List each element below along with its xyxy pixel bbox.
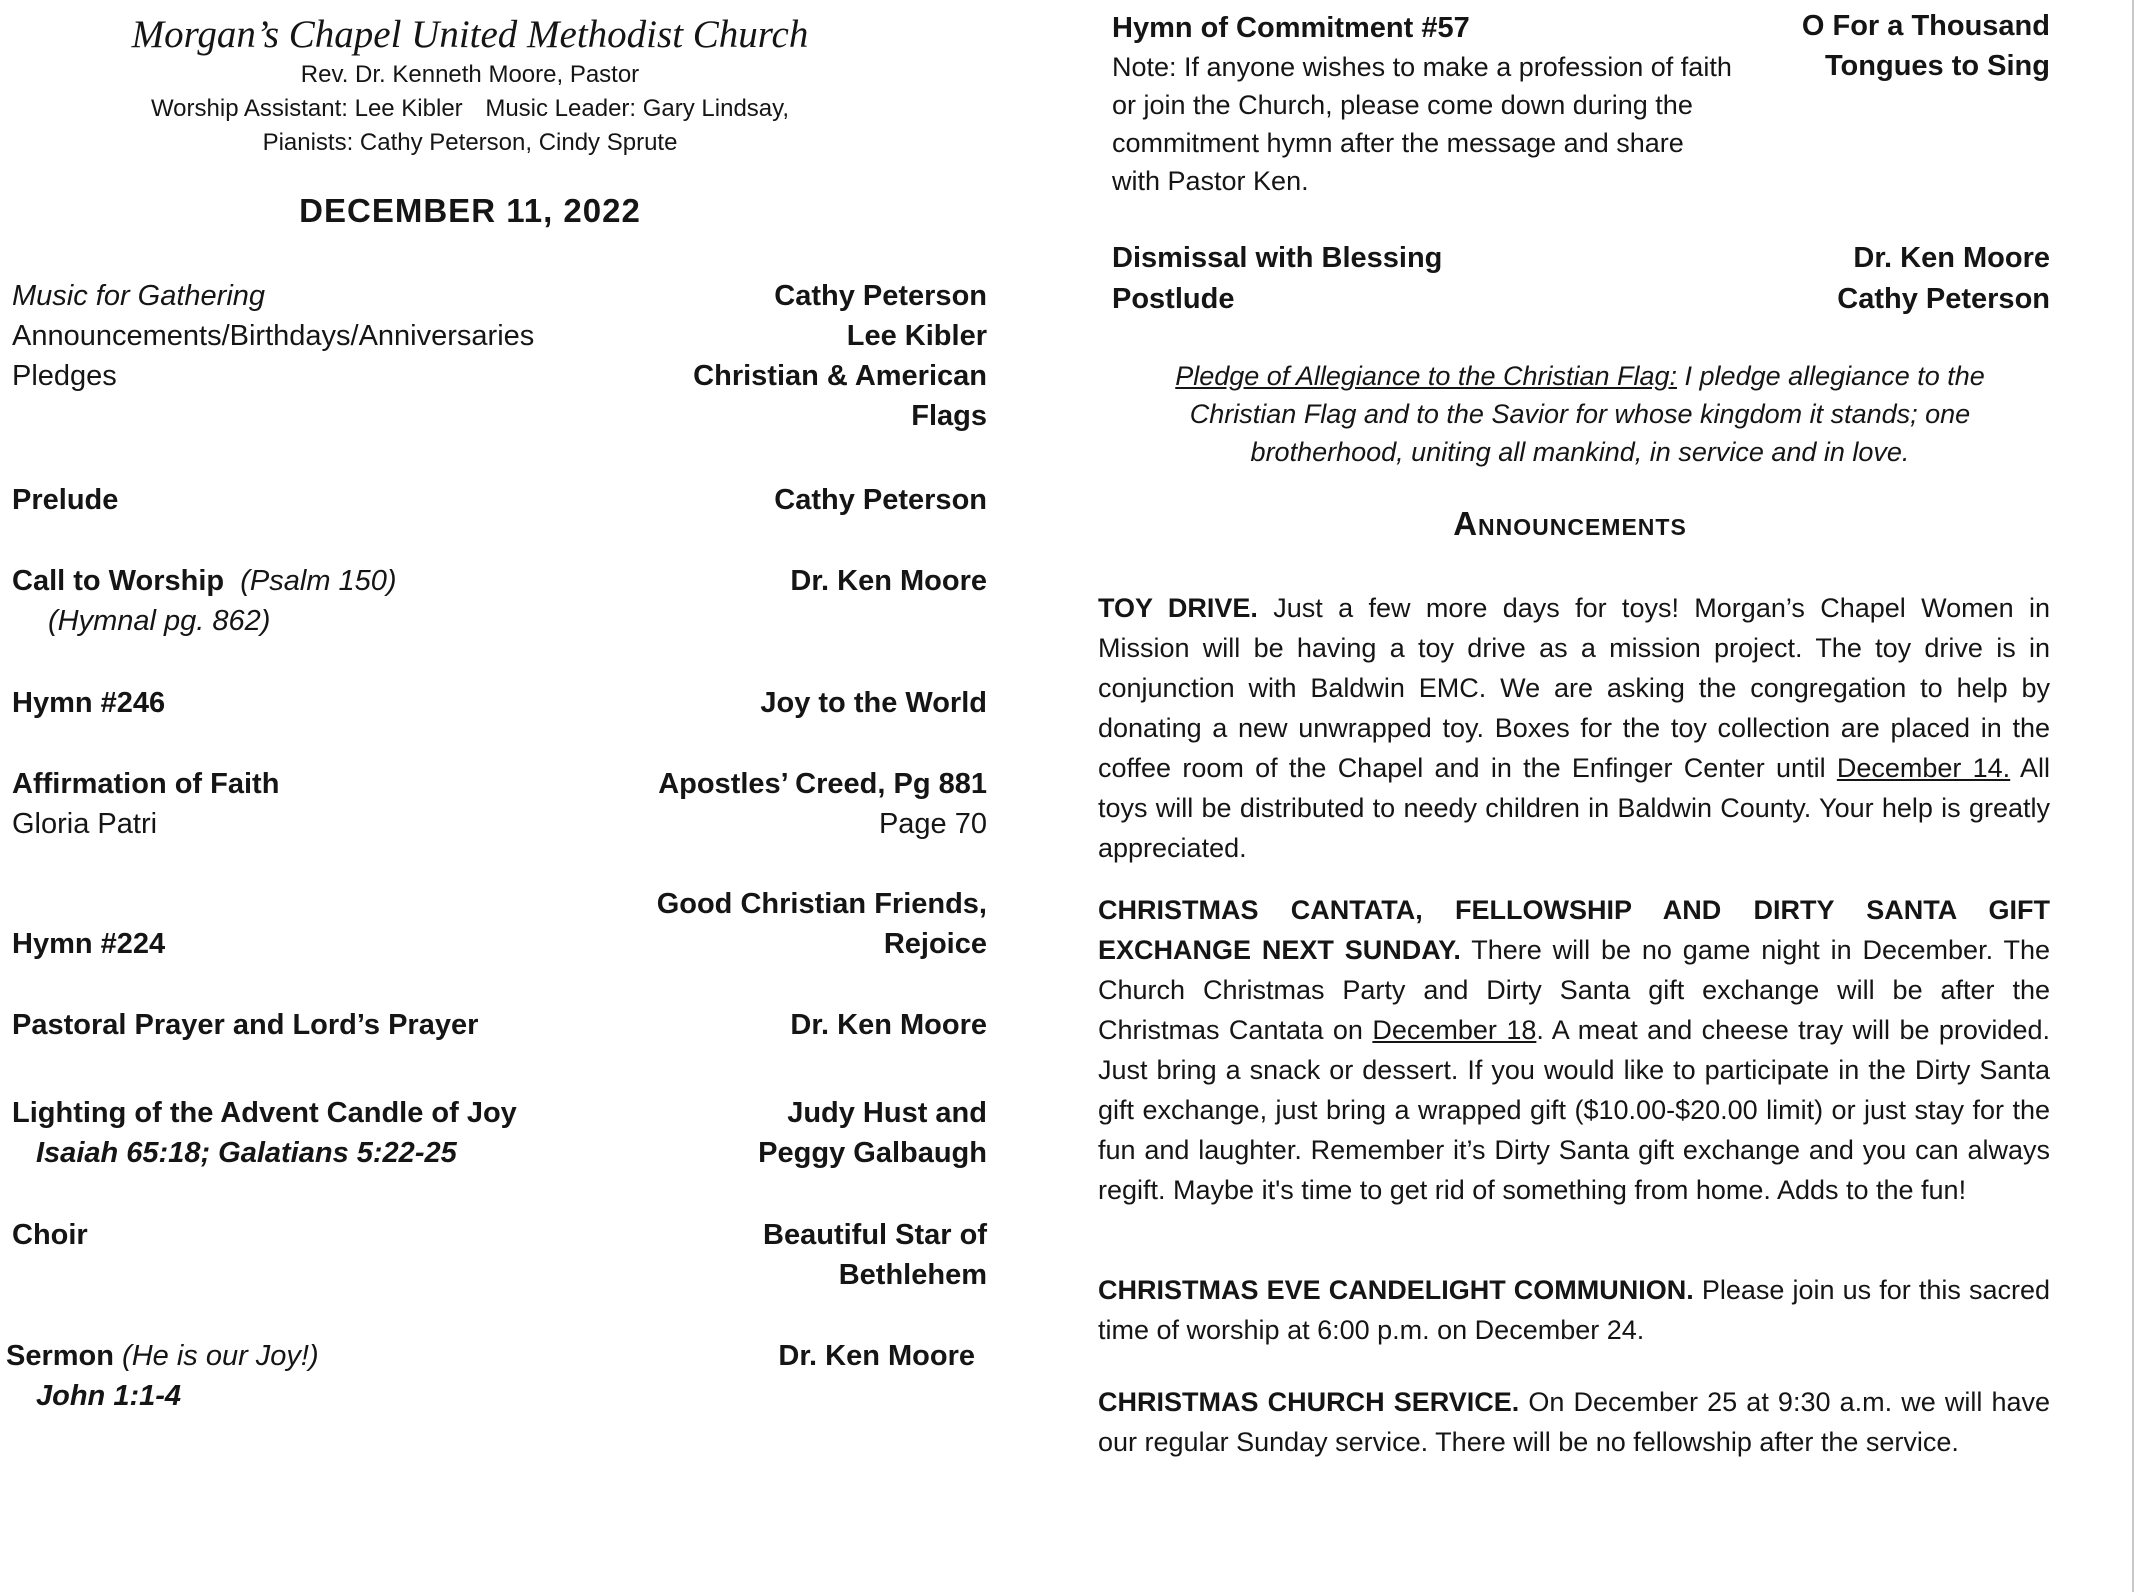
order-of-worship-column xyxy=(0,0,1010,1592)
announcement-text: On December 25 at 9:30 a.m. we will have our regular Sunday service. There will be no fellowship after the service. xyxy=(1098,1387,2050,1457)
announcement-text: Just a few more days for toys! Morgan’s Chapel Women in Mission will be having a toy drive as a mission project. The toy drive is in conjunction with Baldwin EMC. We are asking the congregation to help by donating a new unwrapped toy. Boxes for the toy collection are placed in the coffee room of the Chapel and in the Enfinger Center until xyxy=(1098,593,2051,783)
item-label: Call to Worship xyxy=(12,565,225,597)
item-leader: Christian & American Flags xyxy=(693,360,987,432)
deadline-date: December 14. xyxy=(1836,753,2011,783)
item-label: Affirmation of Faith xyxy=(12,768,280,800)
church-name: Morgan’s Chapel United Methodist Church xyxy=(131,13,809,56)
commitment-note: Note: If anyone wishes to make a profession of faith or join the Church, please come down during the commitment hymn after the message and share with Pastor Ken. xyxy=(1112,52,1732,196)
commitment-hymn-label: Hymn of Commitment #57 xyxy=(1112,12,1470,44)
music-leader: Music Leader: Gary Lindsay, xyxy=(485,95,790,122)
announcement-title: TOY DRIVE. xyxy=(1098,593,1258,623)
announcement-text: There will be no game night in December. The Church Christmas Party and Dirty Santa gift exchange will be after the Christmas Cantata on xyxy=(1098,935,2050,1045)
item-leader: Dr. Ken Moore xyxy=(778,1340,975,1372)
item-label-group xyxy=(12,561,632,641)
closing-items xyxy=(1112,238,2050,320)
church-header xyxy=(60,12,880,160)
pianists-line: Pianists: Cathy Peterson, Cindy Sprute xyxy=(262,129,678,156)
hymn-title: Good Christian Friends, Rejoice xyxy=(656,888,987,960)
commitment-hymn-title: O For a Thousand Tongues to Sing xyxy=(1801,10,2050,82)
item-label: Gloria Patri xyxy=(12,808,158,840)
pledge-text: I pledge allegiance to the Christian Flag and to the Savior for whose kingdom it stands; one brotherhood, uniting all mankind, in service and in love. xyxy=(1189,361,1985,467)
item-label: Announcements/Birthdays/Anniversaries xyxy=(12,320,535,352)
announcements-column xyxy=(1090,0,2090,1592)
postlude-row xyxy=(1112,279,2050,320)
item-leader: Judy Hust and Peggy Galbaugh xyxy=(758,1097,987,1169)
item-label: Hymn #224 xyxy=(12,928,166,960)
item-leader: Dr. Ken Moore xyxy=(790,565,987,597)
item-label: Sermon xyxy=(6,1340,114,1372)
scripture-ref: (Psalm 150) xyxy=(240,565,397,597)
staff-line xyxy=(60,92,880,126)
pastor-line: Rev. Dr. Kenneth Moore, Pastor xyxy=(300,61,640,88)
item-leader: Cathy Peterson xyxy=(774,484,987,516)
scripture-ref: Isaiah 65:18; Galatians 5:22-25 xyxy=(36,1137,457,1169)
item-leader: Apostles’ Creed, Pg 881 xyxy=(658,768,987,800)
service-date: DECEMBER 11, 2022 xyxy=(299,192,641,229)
item-label-group xyxy=(12,1093,632,1173)
hymnal-ref: (Hymnal pg. 862) xyxy=(48,605,271,637)
item-label: Pledges xyxy=(12,360,117,392)
pledge-title: Pledge of Allegiance to the Christian Flag: xyxy=(1175,361,1678,391)
announcement-text-cont: . A meat and cheese tray will be provided. Just bring a snack or dessert. If you would like to participate in the Dirty Santa gift exchange, just bring a wrapped gift ($10.00-$20.00 limit) or just stay for the fun and laughter. Remember it’s Dirty Santa gift exchange and you can always regift. Maybe it's time to get rid of something from home. Adds to the fun! xyxy=(1098,1015,2050,1205)
announcement-title: CHRISTMAS EVE CANDELIGHT COMMUNION. xyxy=(1098,1275,1694,1305)
announcements-heading: Announcements xyxy=(1453,505,1687,542)
item-label: Hymn #246 xyxy=(12,687,166,719)
dismissal-row xyxy=(1112,238,2050,279)
dismissal-leader: Dr. Ken Moore xyxy=(1853,242,2050,274)
scripture-ref: John 1:1-4 xyxy=(36,1380,182,1412)
event-date: December 18 xyxy=(1372,1015,1537,1045)
announcement-christmas-eve xyxy=(1098,1270,2050,1350)
item-label-group xyxy=(6,1336,626,1416)
hymn-title: Joy to the World xyxy=(760,687,987,719)
postlude-label: Postlude xyxy=(1112,283,1235,315)
announcement-text: Please join us for this sacred time of worship at 6:00 p.m. on December 24. xyxy=(1098,1275,2050,1345)
item-label: Music for Gathering xyxy=(12,280,266,312)
item-label: Choir xyxy=(12,1219,88,1251)
item-leader: Lee Kibler xyxy=(846,320,987,352)
postlude-leader: Cathy Peterson xyxy=(1837,283,2050,315)
worship-assistant: Worship Assistant: Lee Kibler xyxy=(150,95,463,122)
item-label: Lighting of the Advent Candle of Joy xyxy=(12,1097,517,1129)
announcement-christmas-cantata xyxy=(1098,890,2050,1210)
sermon-title: (He is our Joy!) xyxy=(122,1340,319,1372)
item-leader: Cathy Peterson xyxy=(774,280,987,312)
item-label: Prelude xyxy=(12,484,119,516)
dismissal-label: Dismissal with Blessing xyxy=(1112,242,1443,274)
announcement-title: CHRISTMAS CHURCH SERVICE. xyxy=(1098,1387,1520,1417)
christian-flag-pledge xyxy=(1130,357,2030,471)
announcement-text-cont: All toys will be distributed to needy children in Baldwin County. Your help is greatly appreciated. xyxy=(1098,753,2050,863)
announcement-christmas-service xyxy=(1098,1382,2050,1462)
announcement-toy-drive xyxy=(1098,588,2050,868)
anthem-title: Beautiful Star of Bethlehem xyxy=(763,1219,987,1291)
item-label: Pastoral Prayer and Lord’s Prayer xyxy=(12,1009,479,1041)
item-leader: Dr. Ken Moore xyxy=(790,1009,987,1041)
page-ref: Page 70 xyxy=(878,808,987,840)
announcement-title: CHRISTMAS CANTATA, FELLOWSHIP AND DIRTY SANTA GIFT EXCHANGE NEXT SUNDAY. xyxy=(1098,895,2050,965)
